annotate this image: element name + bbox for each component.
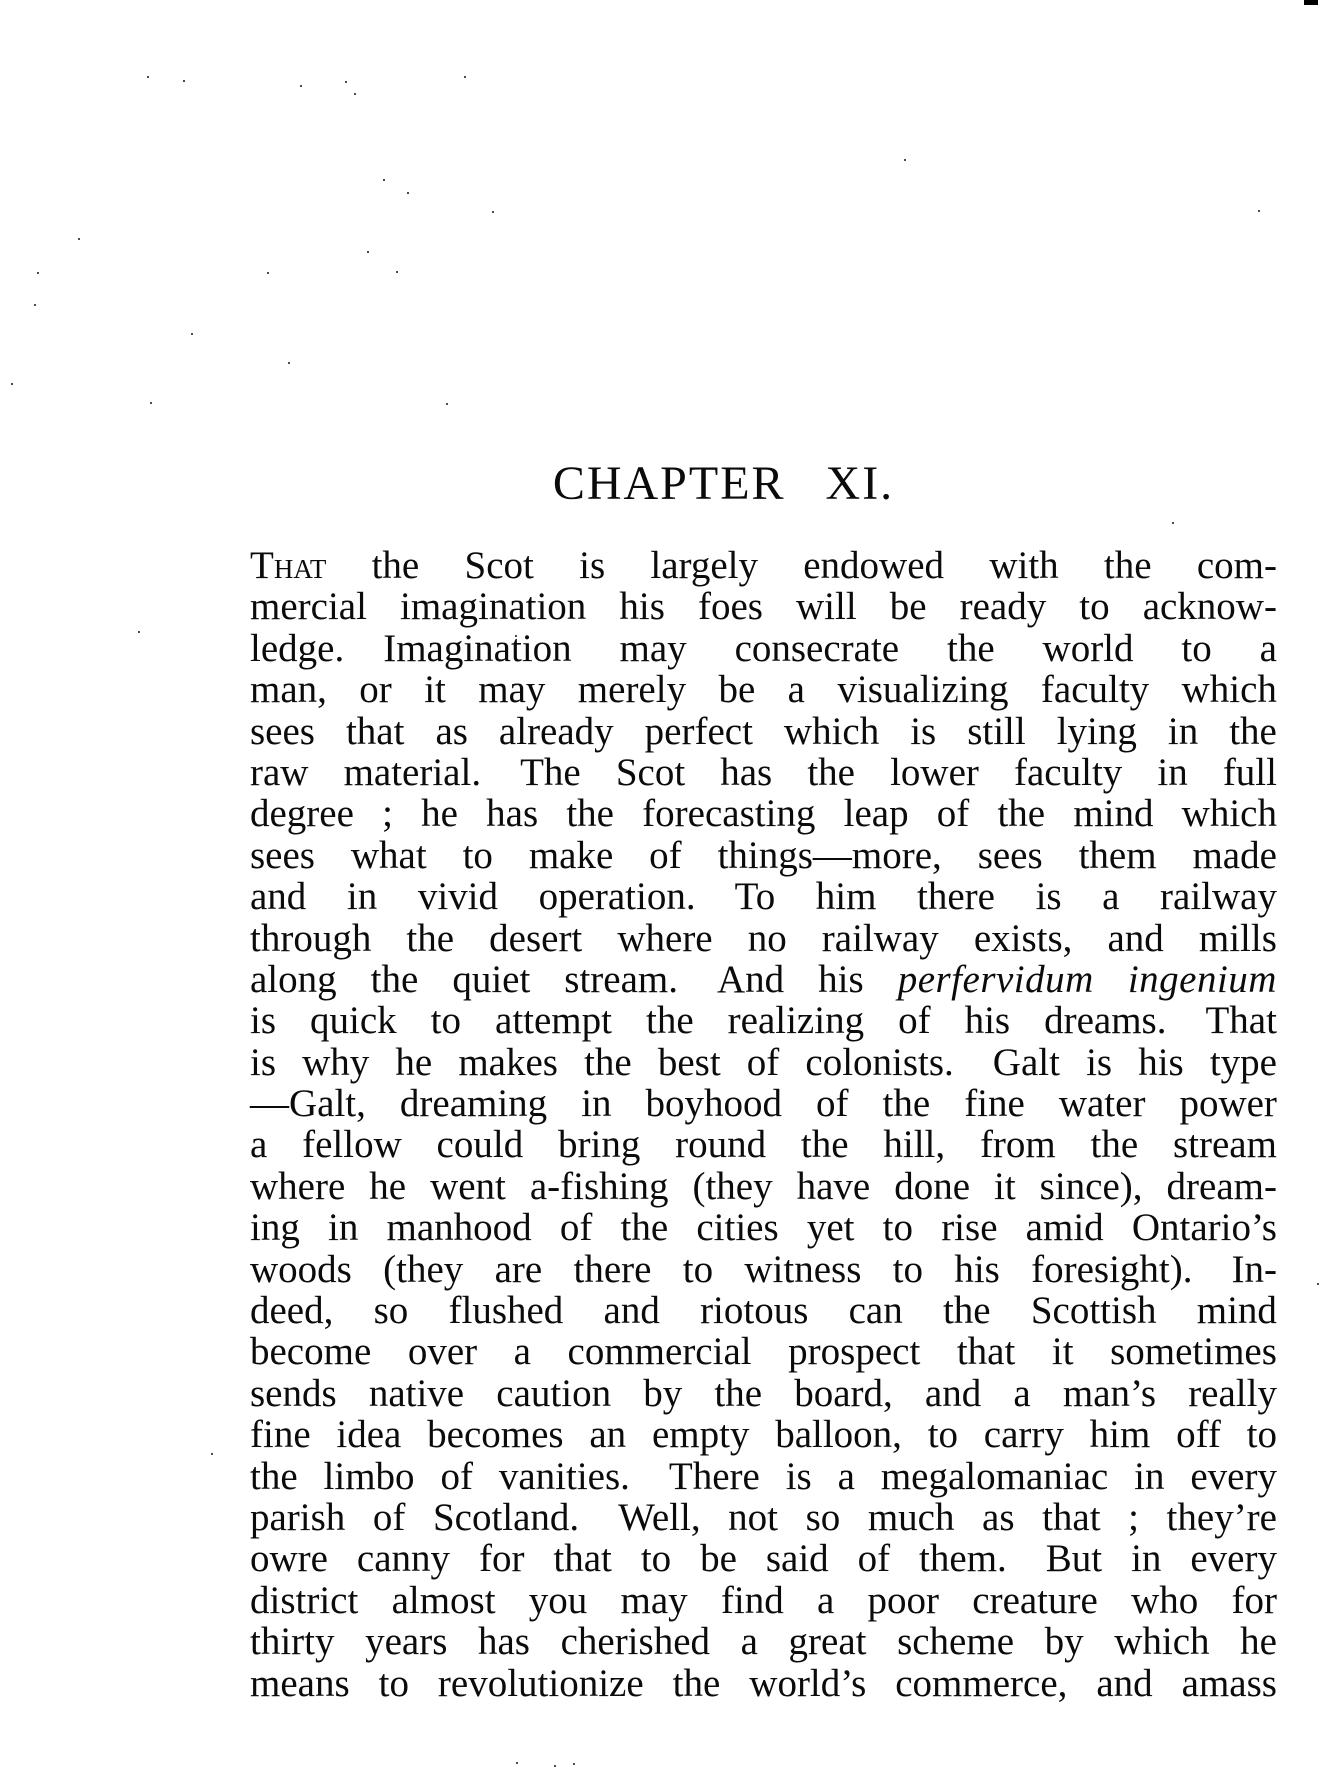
word: (they <box>692 1164 773 1208</box>
text-line <box>250 669 1277 710</box>
word: megalomaniac <box>880 1454 1109 1498</box>
word: woods <box>250 1247 352 1291</box>
word: or <box>359 668 392 712</box>
word: owre <box>250 1537 328 1581</box>
word: done <box>894 1164 971 1208</box>
word: becomes <box>427 1413 564 1457</box>
word: manhood <box>386 1206 532 1250</box>
text-line <box>250 1538 1277 1579</box>
word: the <box>997 792 1046 836</box>
word: years <box>365 1620 448 1664</box>
word: you <box>528 1578 588 1622</box>
text-line <box>250 1621 1277 1662</box>
word: full <box>1222 750 1277 794</box>
word: he <box>1240 1620 1277 1664</box>
word: ready <box>959 585 1047 629</box>
word: creature <box>972 1578 1098 1622</box>
word: sends <box>250 1371 337 1415</box>
word: that <box>956 1330 1016 1374</box>
word: by <box>643 1371 683 1415</box>
word: the <box>714 1371 763 1415</box>
word: to <box>640 1537 672 1581</box>
word: canny <box>356 1537 451 1581</box>
word: said <box>765 1537 829 1581</box>
word: best <box>657 1040 721 1084</box>
word: prospect <box>788 1330 921 1374</box>
word: his <box>818 957 864 1001</box>
word: has <box>477 1620 530 1664</box>
word: there <box>917 875 995 919</box>
word: to <box>430 999 462 1043</box>
word: fine <box>964 1082 1025 1126</box>
word: degree <box>250 792 354 836</box>
word: mills <box>1198 916 1277 960</box>
word: with <box>989 544 1059 587</box>
word: a <box>816 1578 835 1622</box>
text-line <box>250 835 1277 876</box>
text-line <box>250 793 1277 834</box>
word: sees <box>250 833 315 877</box>
text-line <box>250 1414 1277 1455</box>
word: foes <box>697 585 763 629</box>
word: the <box>370 957 419 1001</box>
word: to <box>378 1661 409 1705</box>
word: really <box>1188 1371 1277 1415</box>
word: to <box>1246 1413 1277 1457</box>
word: which <box>1181 792 1277 836</box>
word: is <box>910 709 937 753</box>
word: to <box>1079 585 1110 629</box>
word: them <box>1078 833 1157 877</box>
word: has <box>720 750 773 794</box>
word: to <box>682 1247 714 1291</box>
word: boyhood <box>645 1082 783 1126</box>
word: it <box>1051 1330 1074 1374</box>
word: as <box>435 709 468 753</box>
word: things—more, <box>717 833 942 877</box>
word: of <box>816 1082 849 1126</box>
word: is <box>250 999 277 1043</box>
word: to <box>927 1413 959 1457</box>
word: already <box>498 709 614 753</box>
word: him <box>815 875 877 919</box>
word: of <box>372 1495 406 1539</box>
word: operation. To <box>538 875 776 919</box>
word: is <box>1086 1040 1113 1084</box>
word: witness <box>744 1247 862 1291</box>
word: a <box>837 1454 855 1498</box>
scan-edge-artifact <box>1304 0 1318 5</box>
word: is <box>250 1040 277 1084</box>
word: a <box>787 668 805 712</box>
word: which <box>1181 668 1277 712</box>
word: every <box>1190 1537 1277 1581</box>
word: an <box>589 1413 627 1457</box>
word: fellow <box>302 1123 402 1167</box>
word: may <box>620 1578 688 1622</box>
word: over <box>407 1330 478 1374</box>
word: Scot <box>615 750 686 794</box>
word: the <box>620 1206 669 1250</box>
word: amid <box>1025 1206 1104 1250</box>
text-line <box>250 959 1277 1000</box>
word: his <box>1138 1040 1184 1084</box>
word: ; <box>382 792 393 836</box>
word: along <box>250 957 337 1001</box>
word: commercial <box>567 1330 752 1374</box>
word: so <box>805 1495 841 1539</box>
word: idea <box>336 1413 402 1457</box>
word: are <box>494 1247 543 1291</box>
word: the <box>882 1082 931 1126</box>
word: can <box>848 1289 903 1333</box>
word: com- <box>1196 544 1277 587</box>
word: the <box>645 999 694 1043</box>
word: acknow- <box>1142 585 1277 629</box>
word: caution <box>496 1371 612 1415</box>
word: realizing <box>727 999 865 1043</box>
word: merely <box>577 668 687 712</box>
word: amass <box>1181 1661 1277 1705</box>
word: sees <box>977 833 1043 877</box>
word: and <box>1107 916 1164 960</box>
word: cherished <box>560 1620 711 1664</box>
word: ing <box>250 1206 300 1250</box>
word: be <box>889 585 927 629</box>
word: his <box>964 999 1011 1043</box>
text-line <box>250 586 1277 627</box>
word: a <box>513 1330 531 1374</box>
word: faculty <box>1040 668 1150 712</box>
word: vanities. There <box>498 1454 760 1498</box>
word: to <box>1181 626 1212 670</box>
word: almost <box>391 1578 496 1622</box>
word: become <box>250 1330 372 1374</box>
word: perfervidum <box>897 957 1094 1001</box>
word: the <box>584 1040 632 1084</box>
word: deed, <box>250 1289 334 1333</box>
word: the <box>1090 1123 1139 1167</box>
word: scheme <box>897 1620 1015 1664</box>
word: may <box>478 668 546 712</box>
word: have <box>796 1164 871 1208</box>
word: what <box>350 833 427 877</box>
word: and <box>1096 1661 1153 1705</box>
text-line <box>250 1000 1277 1041</box>
text-line <box>250 1124 1277 1165</box>
word: (they <box>383 1247 464 1291</box>
word: imagination <box>400 585 587 629</box>
word: of <box>857 1537 891 1581</box>
word: cities <box>696 1206 779 1250</box>
text-line <box>250 1456 1277 1497</box>
word: where <box>617 916 713 960</box>
word: the <box>371 544 420 587</box>
word: in <box>328 1206 359 1250</box>
word: it <box>424 668 446 712</box>
word: that <box>553 1537 612 1581</box>
word: there <box>573 1247 652 1291</box>
word: in <box>581 1082 612 1126</box>
word: no <box>747 916 787 960</box>
word: power <box>1179 1082 1277 1126</box>
text-line <box>250 1580 1277 1621</box>
word: which <box>783 709 880 753</box>
word: mind <box>1196 1289 1277 1333</box>
word: the <box>672 1661 721 1705</box>
word: carry <box>983 1413 1064 1457</box>
word: world’s <box>749 1661 867 1705</box>
word: a <box>1259 626 1277 670</box>
word: a <box>740 1620 758 1664</box>
text-line <box>250 1290 1277 1331</box>
word: largely <box>650 544 758 587</box>
word: man’s <box>1062 1371 1157 1415</box>
word: raw <box>250 750 309 794</box>
word: a <box>1102 875 1120 919</box>
word: —Galt, <box>250 1082 366 1126</box>
word: of <box>559 1206 593 1250</box>
word: it <box>994 1164 1016 1208</box>
chapter-heading: CHAPTER XI. <box>552 457 895 510</box>
word: may <box>619 626 687 670</box>
word: is <box>785 1454 812 1498</box>
word: railway <box>821 916 939 960</box>
word: the <box>250 1454 298 1498</box>
word: the <box>800 1123 849 1167</box>
word: the <box>566 792 614 836</box>
word: make <box>528 833 614 877</box>
word: balloon, <box>775 1413 902 1457</box>
word: every <box>1190 1454 1277 1498</box>
word: has <box>486 792 539 836</box>
word: for <box>1231 1578 1277 1622</box>
word: the <box>1103 544 1152 587</box>
word: they’re <box>1166 1495 1277 1539</box>
word: that <box>345 709 405 753</box>
word: which <box>1114 1620 1210 1664</box>
word: forecasting <box>642 792 816 836</box>
word: the <box>1229 709 1277 753</box>
word: round <box>675 1123 767 1167</box>
word: quick <box>310 999 397 1043</box>
text-line <box>250 918 1277 959</box>
word: and <box>603 1289 660 1333</box>
word: That <box>250 544 327 587</box>
word: be <box>700 1537 737 1581</box>
word: is <box>1035 875 1062 919</box>
text-line <box>250 1083 1277 1124</box>
word: vivid <box>417 875 498 919</box>
word: the <box>807 750 855 794</box>
word: lower <box>890 750 979 794</box>
word: through <box>250 916 372 960</box>
word: fine <box>250 1413 311 1457</box>
word: is <box>579 544 606 587</box>
word: desert <box>489 916 583 960</box>
word: rise <box>941 1206 998 1250</box>
word: who <box>1131 1578 1199 1622</box>
word: perfect <box>644 709 753 753</box>
word: dreams. That <box>1044 999 1277 1043</box>
word: for <box>478 1537 525 1581</box>
word: since), <box>1039 1164 1143 1208</box>
word: parish <box>250 1495 346 1539</box>
word: he <box>395 1040 433 1084</box>
word: he <box>421 792 458 836</box>
word: still <box>967 709 1026 753</box>
word: not <box>728 1495 778 1539</box>
word: mind <box>1073 792 1154 836</box>
text-line <box>250 1373 1277 1414</box>
word: in <box>1167 709 1199 753</box>
word: water <box>1058 1082 1146 1126</box>
word: a <box>250 1123 268 1167</box>
word: of <box>746 1040 780 1084</box>
text-line <box>250 711 1277 752</box>
word: them. But <box>919 1537 1103 1581</box>
word: bring <box>558 1123 641 1167</box>
word: the <box>947 626 995 670</box>
word: consecrate <box>734 626 900 670</box>
word: district <box>250 1578 359 1622</box>
text-line <box>250 1207 1277 1248</box>
word: that <box>1042 1495 1101 1539</box>
word: poor <box>867 1578 940 1622</box>
word: in <box>1157 750 1188 794</box>
word: his <box>954 1247 1000 1291</box>
word: ledge. Imagination <box>250 626 572 670</box>
word: man, <box>250 668 327 712</box>
word: riotous <box>700 1289 809 1333</box>
word: the <box>406 916 455 960</box>
word: limbo <box>323 1454 415 1498</box>
word: off <box>1176 1413 1221 1457</box>
word: visualizing <box>837 668 1009 712</box>
body-text <box>250 545 1277 1704</box>
word: quiet <box>452 957 531 1001</box>
word: his <box>619 585 665 629</box>
word: to <box>882 1206 914 1250</box>
word: could <box>436 1123 524 1167</box>
word: material. The <box>343 750 581 794</box>
word: him <box>1089 1413 1151 1457</box>
word: a-fishing <box>529 1164 669 1208</box>
word: of <box>936 792 970 836</box>
word: to <box>462 833 493 877</box>
word: ingenium <box>1127 957 1277 1001</box>
word: ; <box>1128 1495 1139 1539</box>
word: where <box>250 1164 346 1208</box>
word: Scot <box>464 544 534 587</box>
text-line <box>250 1166 1277 1207</box>
text-line <box>250 1663 1277 1704</box>
word: railway <box>1160 875 1277 919</box>
word: makes <box>458 1040 558 1084</box>
word: in <box>1131 1537 1162 1581</box>
text-line <box>250 876 1277 917</box>
text-line <box>250 752 1277 793</box>
text-line <box>250 545 1277 586</box>
word: to <box>892 1247 924 1291</box>
word: sees <box>250 709 315 753</box>
word: hill, <box>883 1123 946 1167</box>
word: by <box>1044 1620 1084 1664</box>
word: endowed <box>803 544 945 587</box>
word: find <box>720 1578 784 1622</box>
word: the <box>942 1289 991 1333</box>
word: of <box>440 1454 473 1498</box>
text-line <box>250 1249 1277 1290</box>
word: he <box>369 1164 407 1208</box>
word: dreaming <box>399 1082 548 1126</box>
word: as <box>982 1495 1015 1539</box>
word: in <box>346 875 378 919</box>
word: be <box>718 668 756 712</box>
text-line <box>250 628 1277 669</box>
word: and <box>250 875 307 919</box>
word: stream <box>1173 1123 1277 1167</box>
word: type <box>1209 1040 1277 1084</box>
word: means <box>250 1661 350 1705</box>
word: board, <box>794 1371 893 1415</box>
word: commerce, <box>895 1661 1068 1705</box>
word: yet <box>806 1206 855 1250</box>
word: leap <box>843 792 909 836</box>
text-line <box>250 1331 1277 1372</box>
word: why <box>302 1040 370 1084</box>
word: made <box>1192 833 1277 877</box>
word: will <box>796 585 857 629</box>
word: and <box>924 1371 982 1415</box>
word: world <box>1042 626 1134 670</box>
word: Scottish <box>1030 1289 1157 1333</box>
word: sometimes <box>1110 1330 1277 1374</box>
word: great <box>788 1620 867 1664</box>
word: much <box>867 1495 955 1539</box>
word: so <box>373 1289 409 1333</box>
text-line <box>250 1042 1277 1083</box>
word: foresight). In- <box>1031 1247 1277 1291</box>
word: faculty <box>1014 750 1123 794</box>
word: dream- <box>1166 1164 1277 1208</box>
word: went <box>430 1164 506 1208</box>
word: flushed <box>448 1289 564 1333</box>
word: of <box>649 833 682 877</box>
word: mercial <box>250 585 367 629</box>
word: revolutionize <box>437 1661 644 1705</box>
word: empty <box>651 1413 750 1457</box>
word: Ontario’s <box>1131 1206 1277 1250</box>
word: colonists. Galt <box>805 1040 1060 1084</box>
word: attempt <box>495 999 612 1043</box>
word: a <box>1013 1371 1031 1415</box>
word: thirty <box>250 1620 335 1664</box>
word: in <box>1134 1454 1165 1498</box>
word: from <box>979 1123 1056 1167</box>
word: lying <box>1056 709 1137 753</box>
dust-specks <box>0 0 4 4</box>
word: Scotland. Well, <box>432 1495 701 1539</box>
word: native <box>368 1371 465 1415</box>
text-line <box>250 1497 1277 1538</box>
word: stream. And <box>564 957 785 1001</box>
word: of <box>898 999 931 1043</box>
word: exists, <box>973 916 1073 960</box>
